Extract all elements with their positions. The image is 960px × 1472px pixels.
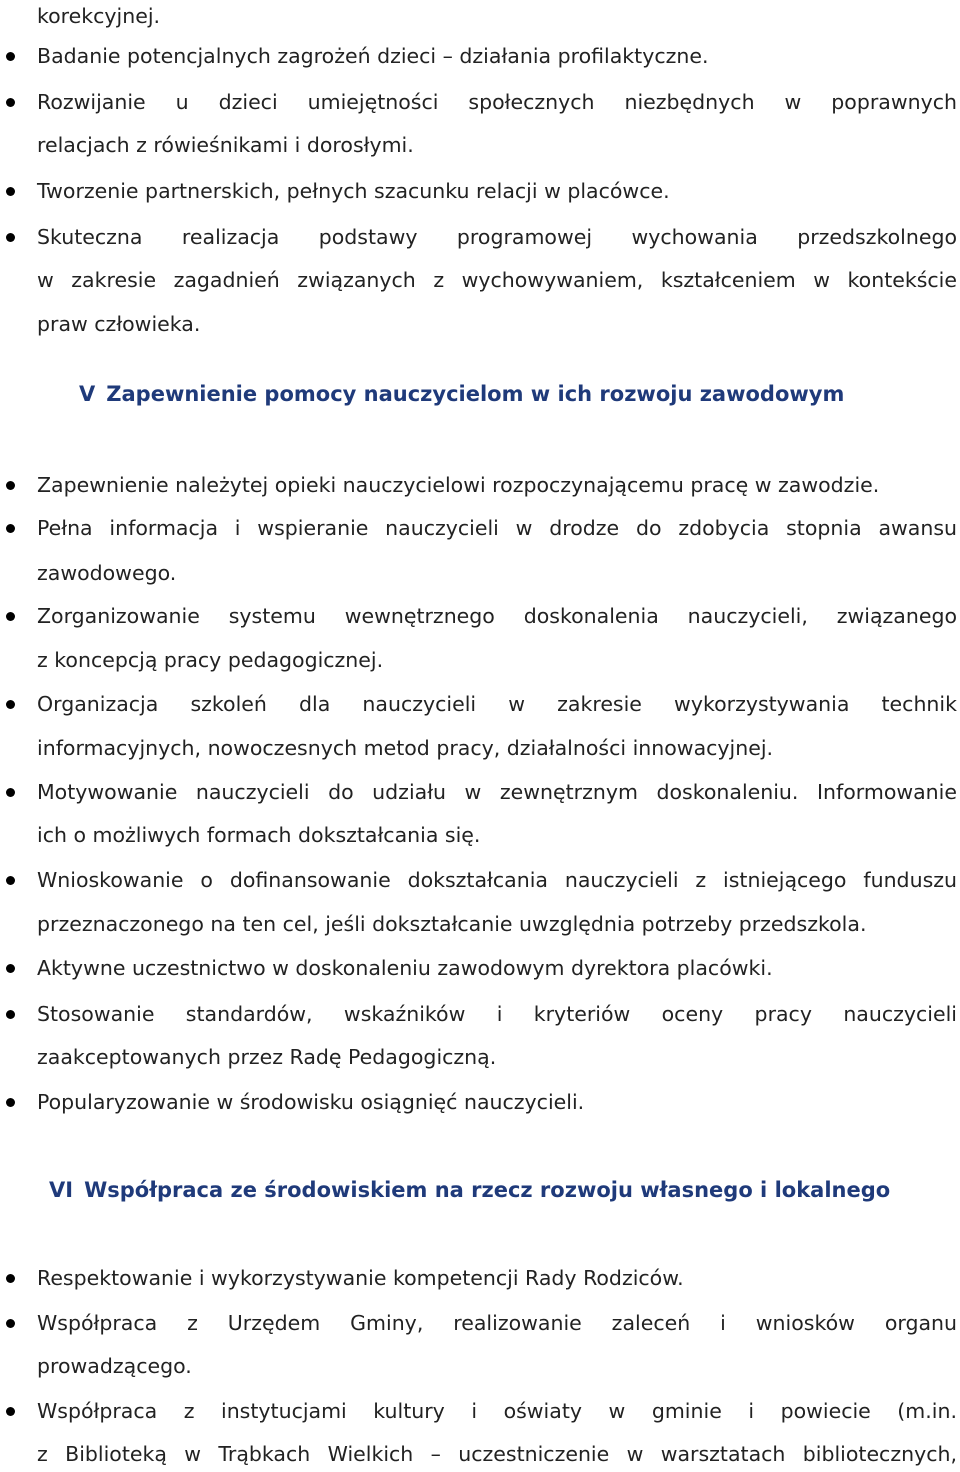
bullet-icon: [6, 1407, 15, 1416]
section-title: Współpraca ze środowiskiem na rzecz rozwoju własnego i lokalnego: [84, 1178, 891, 1202]
list-item-line: Stosowanie standardów, wskaźników i kryteriów oceny pracy nauczycieli: [37, 1002, 957, 1026]
section-number: VI: [49, 1178, 74, 1202]
bullet-icon: [6, 52, 15, 61]
bullet-icon: [6, 481, 15, 490]
list-item-line: praw człowieka.: [37, 312, 201, 336]
list-item-line: Respektowanie i wykorzystywanie kompetencji Rady Rodziców.: [37, 1266, 684, 1290]
section-number: V: [79, 382, 96, 406]
bullet-icon: [6, 876, 15, 885]
list-item-line: prowadzącego.: [37, 1354, 192, 1378]
section-heading-v: [79, 381, 844, 407]
list-item-line: Badanie potencjalnych zagrożeń dzieci – działania profilaktyczne.: [37, 44, 709, 68]
list-item-line: Rozwijanie u dzieci umiejętności społecznych niezbędnych w poprawnych: [37, 90, 957, 114]
list-item-line: Popularyzowanie w środowisku osiągnięć nauczycieli.: [37, 1090, 585, 1114]
list-item-line: korekcyjnej.: [37, 4, 161, 28]
bullet-icon: [6, 1010, 15, 1019]
list-item-line: z Biblioteką w Trąbkach Wielkich – uczestniczenie w warsztatach bibliotecznych,: [37, 1442, 957, 1466]
list-item-line: Tworzenie partnerskich, pełnych szacunku relacji w placówce.: [37, 179, 670, 203]
bullet-icon: [6, 233, 15, 242]
list-item-line: Skuteczna realizacja podstawy programowej wychowania przedszkolnego: [37, 225, 957, 249]
bullet-icon: [6, 187, 15, 196]
bullet-icon: [6, 1098, 15, 1107]
list-item-line: Współpraca z Urzędem Gminy, realizowanie zaleceń i wniosków organu: [37, 1311, 957, 1335]
bullet-icon: [6, 1319, 15, 1328]
list-item-line: Pełna informacja i wspieranie nauczycieli w drodze do zdobycia stopnia awansu: [37, 516, 957, 540]
list-item-line: przeznaczonego na ten cel, jeśli dokształcanie uwzględnia potrzeby przedszkola.: [37, 912, 867, 936]
section-title: Zapewnienie pomocy nauczycielom w ich rozwoju zawodowym: [106, 382, 845, 406]
list-item-line: ich o możliwych formach dokształcania się.: [37, 823, 481, 847]
list-item-line: z koncepcją pracy pedagogicznej.: [37, 648, 384, 672]
list-item-line: Organizacja szkoleń dla nauczycieli w zakresie wykorzystywania technik: [37, 692, 957, 716]
bullet-icon: [6, 1274, 15, 1283]
bullet-icon: [6, 612, 15, 621]
list-item-line: w zakresie zagadnień związanych z wychowywaniem, kształceniem w kontekście: [37, 268, 957, 292]
list-item-line: informacyjnych, nowoczesnych metod pracy, działalności innowacyjnej.: [37, 736, 774, 760]
bullet-icon: [6, 98, 15, 107]
list-item-line: Motywowanie nauczycieli do udziału w zewnętrznym doskonaleniu. Informowanie: [37, 780, 957, 804]
list-item-line: Zapewnienie należytej opieki nauczycielowi rozpoczynającemu pracę w zawodzie.: [37, 473, 880, 497]
bullet-icon: [6, 788, 15, 797]
list-item-line: relacjach z rówieśnikami i dorosłymi.: [37, 133, 414, 157]
list-item-line: Aktywne uczestnictwo w doskonaleniu zawodowym dyrektora placówki.: [37, 956, 773, 980]
bullet-icon: [6, 524, 15, 533]
list-item-line: Wnioskowanie o dofinansowanie dokształcania nauczycieli z istniejącego funduszu: [37, 868, 957, 892]
list-item-line: zaakceptowanych przez Radę Pedagogiczną.: [37, 1045, 497, 1069]
section-heading-vi: [49, 1177, 890, 1203]
list-item-line: Współpraca z instytucjami kultury i oświaty w gminie i powiecie (m.in.: [37, 1399, 957, 1423]
bullet-icon: [6, 964, 15, 973]
bullet-icon: [6, 700, 15, 709]
list-item-line: Zorganizowanie systemu wewnętrznego doskonalenia nauczycieli, związanego: [37, 604, 957, 628]
list-item-line: zawodowego.: [37, 561, 177, 585]
